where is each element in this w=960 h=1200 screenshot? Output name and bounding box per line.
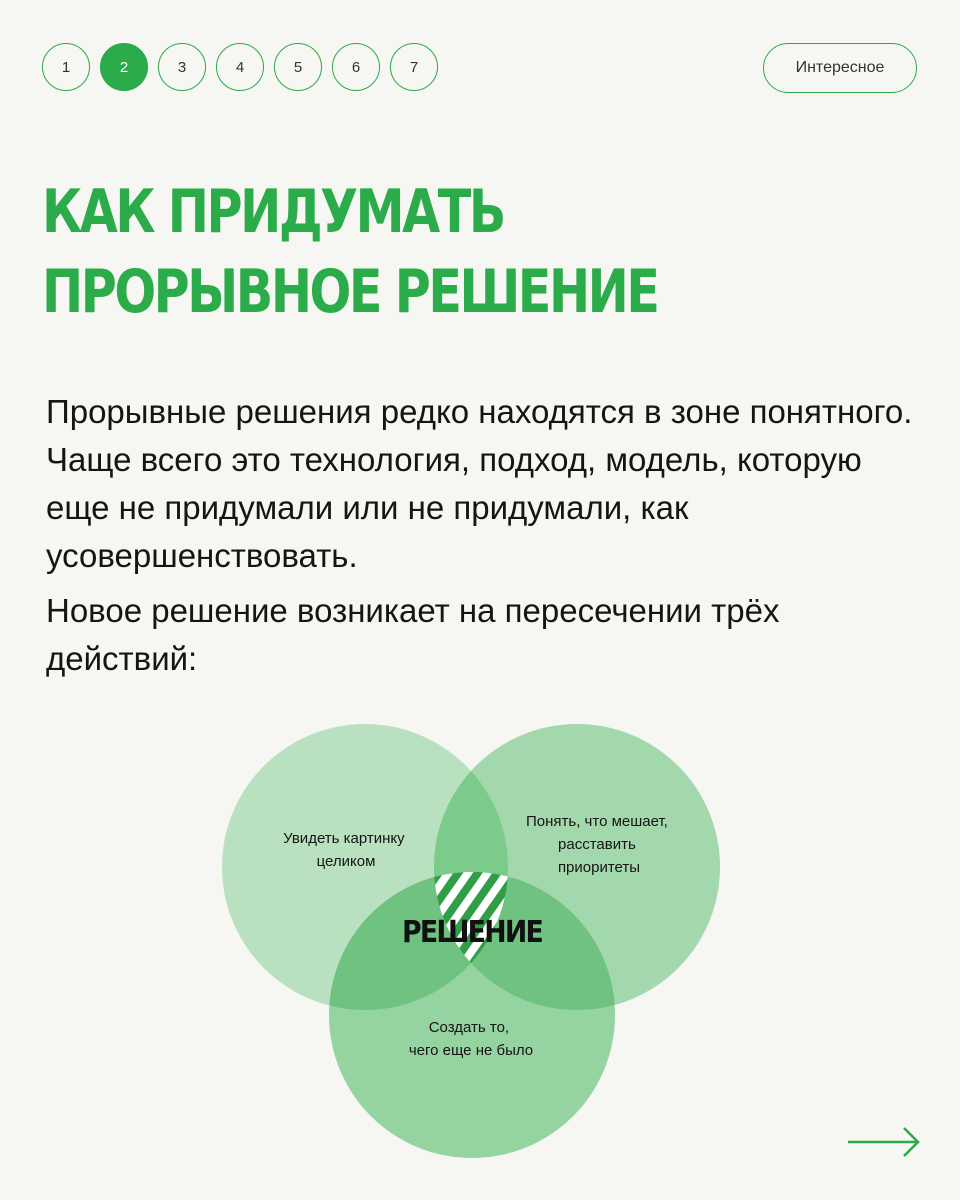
page-button-6[interactable]: 6 bbox=[332, 43, 380, 91]
venn-center-label: РЕШЕНИЕ bbox=[402, 915, 543, 950]
page-title-line-1: КАК ПРИДУМАТЬ bbox=[42, 177, 504, 247]
pagination bbox=[42, 43, 438, 91]
venn-right-label-line-3: приоритеты bbox=[557, 859, 641, 876]
page-title bbox=[42, 172, 658, 332]
page-title-line-2: ПРОРЫВНОЕ РЕШЕНИЕ bbox=[42, 257, 658, 327]
page-button-4[interactable]: 4 bbox=[216, 43, 264, 91]
venn-right-label-line-1: Понять, что мешает, bbox=[526, 813, 668, 830]
page-button-1[interactable]: 1 bbox=[42, 43, 90, 91]
venn-diagram bbox=[0, 700, 960, 1170]
page-button-2[interactable]: 2 bbox=[100, 43, 148, 91]
body-paragraph-1: Прорывные решения редко находятся в зоне понятного. Чаще всего это технология, подход, модель, которую еще не придумали или не придумали, как усовершенствовать. bbox=[46, 393, 913, 574]
venn-bottom-label-line-1: Создать то, bbox=[428, 1019, 510, 1036]
topic-button[interactable]: Интересное bbox=[763, 43, 917, 93]
page-button-5[interactable]: 5 bbox=[274, 43, 322, 91]
venn-bottom-label-line-2: чего еще не было bbox=[408, 1042, 534, 1059]
page-button-7[interactable]: 7 bbox=[390, 43, 438, 91]
venn-left-label-line-1: Увидеть картинку bbox=[283, 830, 405, 847]
page-button-3[interactable]: 3 bbox=[158, 43, 206, 91]
venn-right-label-line-2: расставить bbox=[558, 836, 636, 853]
venn-left-label-line-2: целиком bbox=[316, 853, 376, 870]
body-paragraph-2: Новое решение возникает на пересечении трёх действий: bbox=[46, 592, 780, 677]
arrow-right-icon[interactable] bbox=[846, 1124, 922, 1160]
